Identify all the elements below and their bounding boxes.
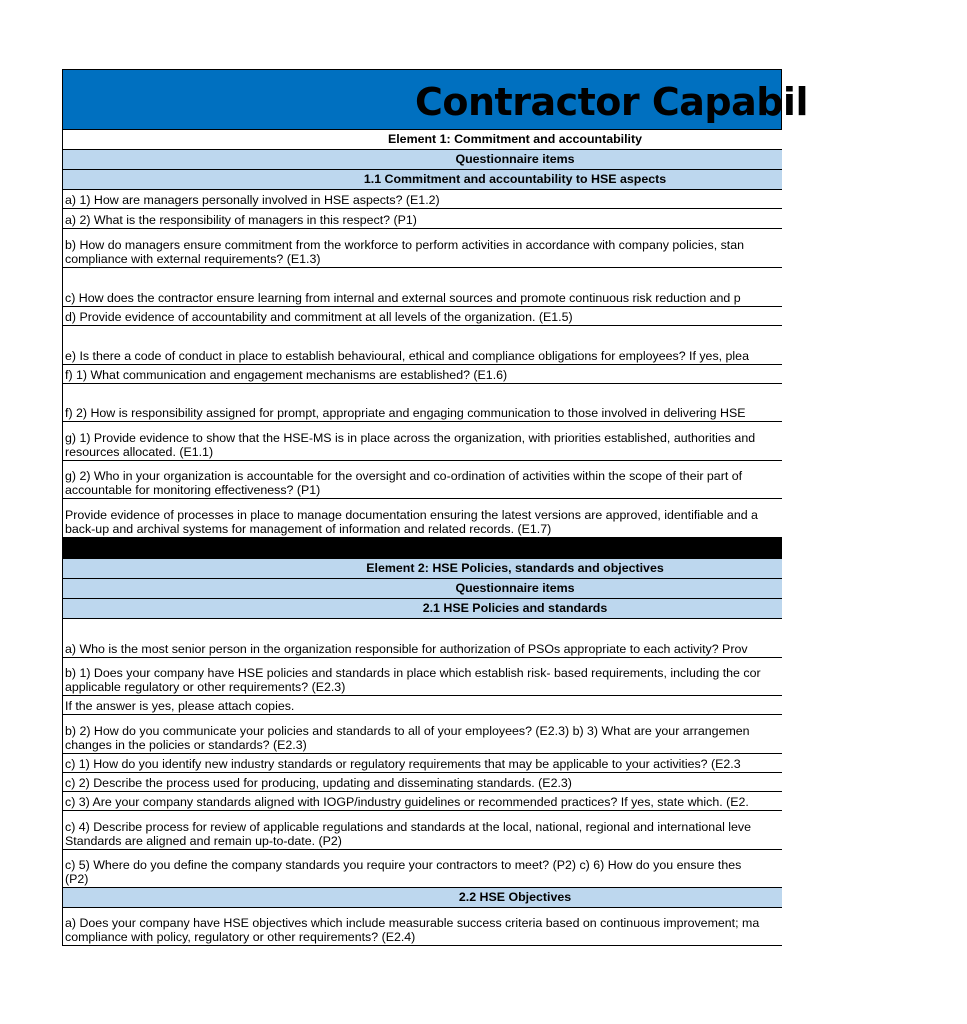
question-text-cont: Standards are aligned and remain up-to-date. (P2) xyxy=(65,834,342,848)
question-text: g) 2) Who in your organization is accountable for the oversight and co-ordination of activities within the scope of their part of xyxy=(65,469,743,483)
question-row[interactable] xyxy=(62,908,782,946)
section-heading[interactable] xyxy=(62,150,782,170)
question-row[interactable] xyxy=(62,696,782,715)
section-heading-label: Questionnaire items xyxy=(455,152,575,166)
question-text-cont: back-up and archival systems for management of information and related records. (E1.7) xyxy=(65,522,552,536)
question-text-cont: applicable regulatory or other requirements? (E2.3) xyxy=(65,680,346,694)
question-text: c) How does the contractor ensure learning from internal and external sources and promote continuous risk reduction and p xyxy=(65,291,741,305)
element-heading[interactable] xyxy=(62,559,782,579)
question-text-cont: changes in the policies or standards? (E2.3) xyxy=(65,738,307,752)
subsection-heading[interactable] xyxy=(62,170,782,190)
question-row[interactable] xyxy=(62,307,782,326)
question-text: a) Who is the most senior person in the organization responsible for authorization of PSOs appropriate to each activity? Prov xyxy=(65,642,748,656)
question-text: d) Provide evidence of accountability and commitment at all levels of the organization. (E1.5) xyxy=(65,310,573,324)
question-row[interactable] xyxy=(62,326,782,365)
question-text: e) Is there a code of conduct in place to establish behavioural, ethical and compliance obligations for employees? If yes, plea xyxy=(65,349,749,363)
question-row[interactable] xyxy=(62,461,782,499)
question-row[interactable] xyxy=(62,754,782,773)
question-text: b) 1) Does your company have HSE policies and standards in place which establish risk- based requirements, including the cor xyxy=(65,666,761,680)
question-text: If the answer is yes, please attach copies. xyxy=(65,699,295,713)
element-heading[interactable] xyxy=(62,130,782,150)
question-row[interactable] xyxy=(62,365,782,384)
question-text: c) 2) Describe the process used for producing, updating and disseminating standards. (E2.3) xyxy=(65,776,572,790)
question-text-cont: (P2) xyxy=(65,872,89,886)
question-text: Provide evidence of processes in place to manage documentation ensuring the latest versions are approved, identifiable and a xyxy=(65,508,758,522)
question-text: a) 1) How are managers personally involved in HSE aspects? (E1.2) xyxy=(65,193,440,207)
question-row[interactable] xyxy=(62,715,782,754)
question-text: f) 2) How is responsibility assigned for prompt, appropriate and engaging communication to those involved in delivering HSE xyxy=(65,406,746,420)
question-text-cont: compliance with external requirements? (E1.3) xyxy=(65,252,321,266)
subsection-heading-label: 2.1 HSE Policies and standards xyxy=(422,601,608,615)
question-text: g) 1) Provide evidence to show that the HSE-MS is in place across the organization, with priorities established, authorities and xyxy=(65,431,756,445)
question-text: c) 4) Describe process for review of applicable regulations and standards at the local, national, regional and international leve xyxy=(65,820,752,834)
question-row[interactable] xyxy=(62,792,782,811)
question-text: a) Does your company have HSE objectives which include measurable success criteria based on continuous improvement; ma xyxy=(65,916,760,930)
question-text: c) 5) Where do you define the company standards you require your contractors to meet? (P2) c) 6) How do you ensure thes xyxy=(65,858,742,872)
question-row[interactable] xyxy=(62,268,782,307)
spreadsheet xyxy=(62,69,808,946)
question-text: c) 1) How do you identify new industry standards or regulatory requirements that may be applicable to your activities? (E2.3 xyxy=(65,757,741,771)
question-row[interactable] xyxy=(62,499,782,538)
question-text: f) 1) What communication and engagement mechanisms are established? (E1.6) xyxy=(65,368,508,382)
question-text-cont: resources allocated. (E1.1) xyxy=(65,445,214,459)
question-row[interactable] xyxy=(62,811,782,850)
title-banner xyxy=(62,69,808,130)
question-row[interactable] xyxy=(62,229,782,268)
question-row[interactable] xyxy=(62,773,782,792)
question-row[interactable] xyxy=(62,384,782,422)
question-row[interactable] xyxy=(62,190,782,209)
separator-row xyxy=(62,538,782,559)
question-row[interactable] xyxy=(62,209,782,229)
question-text: a) 2) What is the responsibility of managers in this respect? (P1) xyxy=(65,213,417,227)
section-heading[interactable] xyxy=(62,579,782,599)
question-text-cont: compliance with policy, regulatory or other requirements? (E2.4) xyxy=(65,930,416,944)
subsection-heading[interactable] xyxy=(62,888,782,908)
question-row[interactable] xyxy=(62,422,782,461)
question-text-cont: accountable for monitoring effectiveness? (P1) xyxy=(65,483,321,497)
question-row[interactable] xyxy=(62,850,782,888)
question-text: c) 3) Are your company standards aligned with IOGP/industry guidelines or recommended practices? If yes, state which. (E2. xyxy=(65,795,749,809)
subsection-heading-label: 1.1 Commitment and accountability to HSE aspects xyxy=(363,172,667,186)
question-text: b) 2) How do you communicate your policies and standards to all of your employees? (E2.3) b) 3) What are your arrangemen xyxy=(65,724,750,738)
element-heading-label: Element 2: HSE Policies, standards and objectives xyxy=(366,561,664,575)
question-text: b) How do managers ensure commitment from the workforce to perform activities in accordance with company policies, stan xyxy=(65,238,745,252)
element-heading-label: Element 1: Commitment and accountability xyxy=(387,132,643,146)
section-heading-label: Questionnaire items xyxy=(455,581,575,595)
question-row[interactable] xyxy=(62,658,782,696)
page-title: Contractor Capabil xyxy=(415,80,808,124)
subsection-heading[interactable] xyxy=(62,599,782,619)
subsection-heading-label: 2.2 HSE Objectives xyxy=(458,890,572,904)
question-row[interactable] xyxy=(62,619,782,658)
